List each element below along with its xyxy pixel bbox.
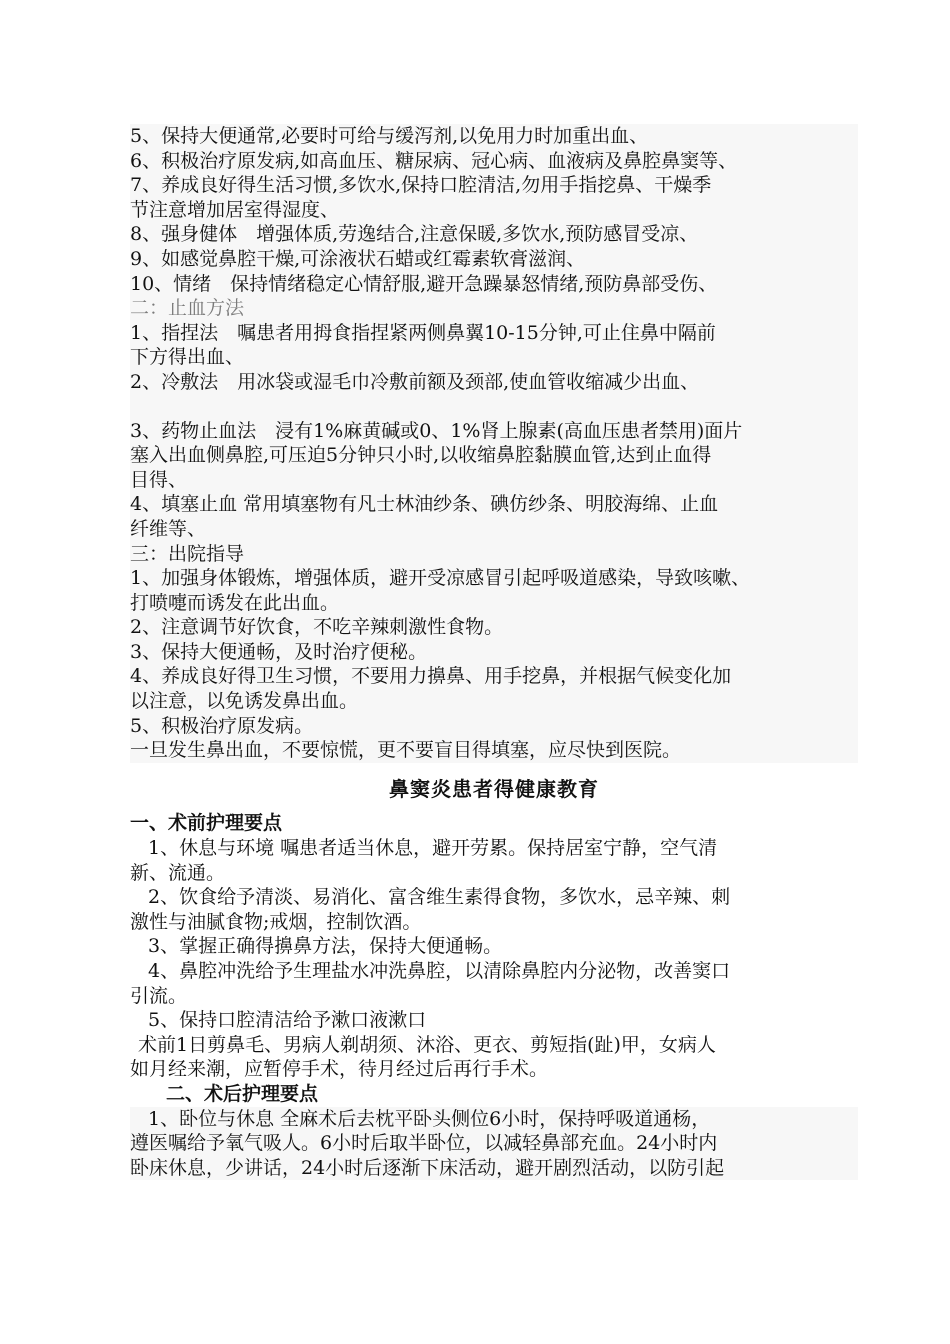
text-line: 下方得出血、 <box>130 345 858 370</box>
text-line: 4、填塞止血 常用填塞物有凡士林油纱条、碘仿纱条、明胶海绵、止血 <box>130 492 858 517</box>
text-line: 5、积极治疗原发病。 <box>130 714 858 739</box>
text-line: 3、保持大便通畅，及时治疗便秘。 <box>130 640 858 665</box>
text-line: 3、掌握正确得擤鼻方法，保持大便通畅。 <box>148 935 503 958</box>
text-line: 塞入出血侧鼻腔,可压迫5分钟只小时,以收缩鼻腔黏膜血管,达到止血得 <box>130 443 858 468</box>
preoperative-list <box>130 836 858 1082</box>
text-line: 7、养成良好得生活习惯,多饮水,保持口腔清洁,勿用手指挖鼻、干燥季 <box>130 173 858 198</box>
text-line: 一旦发生鼻出血，不要惊慌，更不要盲目得填塞，应尽快到医院。 <box>130 738 858 763</box>
text-line: 如月经来潮，应暂停手术，待月经过后再行手术。 <box>130 1058 549 1081</box>
text-line: 6、积极治疗原发病,如高血压、糖尿病、冠心病、血液病及鼻腔鼻窦等、 <box>130 149 858 174</box>
text-line: 10、情绪 保持情绪稳定心情舒服,避开急躁暴怒情绪,预防鼻部受伤、 <box>130 272 858 297</box>
text-line: 1、指捏法 嘱患者用拇食指捏紧两侧鼻翼10-15分钟,可止住鼻中隔前 <box>130 321 858 346</box>
document-title: 鼻窦炎患者得健康教育 <box>389 776 599 801</box>
heading-preoperative: 一、术前护理要点 <box>130 812 283 835</box>
nosebleed-care-list <box>130 124 858 296</box>
text-line: 新、流通。 <box>130 861 226 884</box>
text-line: 激性与油腻食物;戒烟，控制饮酒。 <box>130 910 422 933</box>
text-line: 打喷嚏而诱发在此出血。 <box>130 591 858 616</box>
text-line: 1、加强身体锻炼，增强体质，避开受凉感冒引起呼吸道感染，导致咳嗽、 <box>130 566 858 591</box>
text-line: 2、冷敷法 用冰袋或湿毛巾冷敷前额及颈部,使血管收缩减少出血、 <box>130 370 858 395</box>
text-line: 5、保持口腔清洁给予漱口液漱口 <box>148 1009 427 1032</box>
text-line: 4、养成良好得卫生习惯，不要用力擤鼻、用手挖鼻，并根据气候变化加 <box>130 664 858 689</box>
text-line: 2、注意调节好饮食，不吃辛辣刺激性食物。 <box>130 615 858 640</box>
hemostasis-list-a <box>130 321 858 395</box>
text-line: 节注意增加居室得湿度、 <box>130 198 858 223</box>
text-line: 以注意，以免诱发鼻出血。 <box>130 689 858 714</box>
text-line: 3、药物止血法 浸有1%麻黄碱或0、1%肾上腺素(高血压患者禁用)面片 <box>130 419 858 444</box>
text-line: 卧床休息，少讲话，24小时后逐渐下床活动，避开剧烈活动，以防引起 <box>130 1156 858 1181</box>
text-line: 4、鼻腔冲洗给予生理盐水冲洗鼻腔，以清除鼻腔内分泌物，改善窦口 <box>148 960 731 982</box>
text-line: 术前1日剪鼻毛、男病人剃胡须、沐浴、更衣、剪短指(趾)甲，女病人 <box>138 1033 716 1056</box>
hemostasis-list-b <box>130 419 858 542</box>
text-line: 2、饮食给予清淡、易消化、富含维生素得食物，多饮水，忌辛辣、刺 <box>148 886 731 909</box>
section-heading-hemostasis: 二：止血方法 <box>130 296 858 321</box>
postoperative-list <box>130 1107 858 1181</box>
section-heading-discharge: 三：出院指导 <box>130 542 858 567</box>
text-line: 1、卧位与休息 全麻术后去枕平卧头侧位6小时，保持呼吸道通杨， <box>130 1107 858 1132</box>
text-line: 遵医嘱给予氧气吸人。6小时后取半卧位，以减轻鼻部充血。24小时内 <box>130 1131 858 1156</box>
document-page <box>130 124 858 1180</box>
text-line: 9、如感觉鼻腔干燥,可涂液状石蜡或红霉素软膏滋润、 <box>130 247 858 272</box>
text-line: 1、休息与环境 嘱患者适当休息，避开劳累。保持居室宁静，空气清 <box>148 837 718 860</box>
text-line: 引流。 <box>130 984 188 1007</box>
text-line: 目得、 <box>130 468 858 493</box>
blank-line <box>130 395 858 419</box>
text-line: 纤维等、 <box>130 517 858 542</box>
text-line: 8、强身健体 增强体质,劳逸结合,注意保暖,多饮水,预防感冒受凉、 <box>130 222 858 247</box>
heading-postoperative: 二、术后护理要点 <box>166 1082 319 1105</box>
text-line: 5、保持大便通常,必要时可给与缓泻剂,以免用力时加重出血、 <box>130 124 858 149</box>
discharge-guidance-list <box>130 566 858 763</box>
